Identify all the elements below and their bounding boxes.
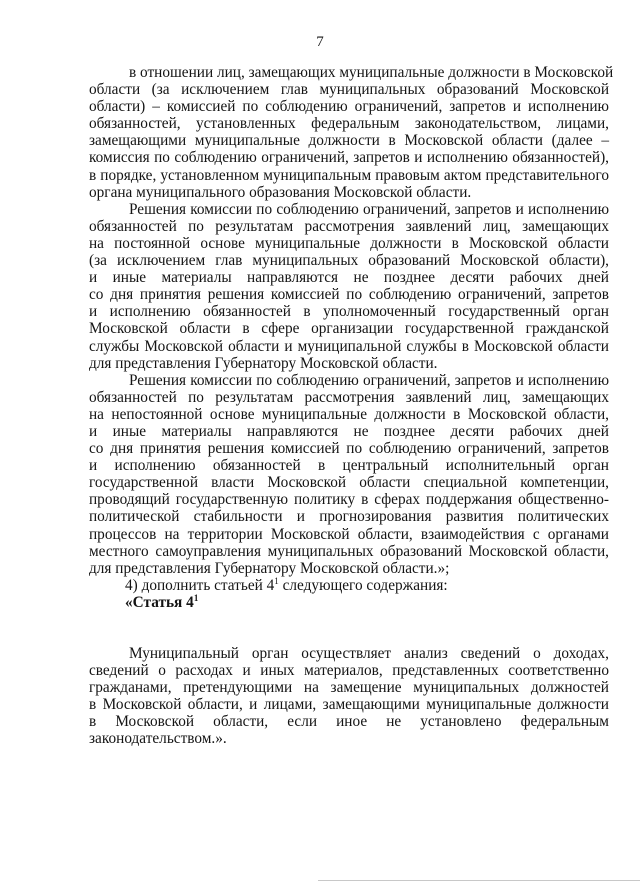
text-line: (за исключением глав муниципальных образований Московской области), — [89, 252, 609, 270]
text-line: Муниципальный орган осуществляет анализ сведений о доходах, — [129, 645, 609, 662]
text-line: в Московской области, и лицами, замещающими муниципальные должности — [89, 696, 609, 714]
text-line: для представления Губернатору Московской области. — [89, 354, 438, 372]
text-line: и исполнению обязанностей в центральный исполнительный орган — [89, 457, 609, 475]
text-line: гражданами, претендующими на замещение муниципальных должностей — [89, 679, 609, 697]
text-line: в Московской области, если иное не установлено федеральным — [89, 713, 609, 731]
text-line: местного самоуправления муниципальных образований Московской области, — [89, 542, 609, 560]
text-line: государственной власти Московской области специальной компетенции, — [89, 474, 609, 492]
paragraph-3 — [89, 372, 609, 577]
text-line: законодательством.». — [89, 730, 227, 748]
article-heading-superscript: 1 — [193, 592, 199, 603]
text-line: службы Московской области и муниципальной службы в Московской области — [89, 337, 609, 355]
text-line: Решения комиссии по соблюдению ограничений, запретов и исполнению — [129, 371, 609, 389]
paragraph-4 — [89, 645, 609, 748]
blank-line — [89, 628, 609, 645]
text-line: сведений о расходах и иных материалов, представленных соответственно — [89, 662, 609, 680]
body-text — [89, 64, 614, 748]
text-line: со дня принятия решения комиссией по соблюдению ограничений, запретов — [89, 440, 609, 458]
text-line: на постоянной основе муниципальные должности в Московской области — [89, 234, 609, 252]
blank-line — [89, 611, 609, 628]
text-line: области (за исключением глав муниципальных образований Московской — [89, 81, 609, 99]
text-line: и иные материалы направляются не позднее десяти рабочих дней — [89, 269, 609, 287]
text-line: со дня принятия решения комиссией по соблюдению ограничений, запретов — [89, 286, 609, 304]
paragraph-2 — [89, 201, 609, 372]
text-line: Московской области в сфере организации государственной гражданской — [89, 320, 609, 338]
text-line: и иные материалы направляются не позднее десяти рабочих дней — [89, 422, 609, 440]
item-4-suffix: следующего содержания: — [278, 576, 448, 594]
page-number: 7 — [316, 34, 324, 50]
article-heading — [89, 594, 609, 611]
item-4-superscript: 1 — [274, 575, 279, 586]
text-line: обязанностей по результатам рассмотрения заявлений лиц, замещающих — [89, 388, 609, 406]
paragraph-1 — [89, 64, 614, 201]
text-line: комиссия по соблюдению ограничений, запретов и исполнению обязанностей), — [89, 149, 609, 167]
article-heading-prefix: «Статья 4 — [125, 593, 194, 611]
text-line: обязанностей, установленных федеральным законодательством, лицами, — [89, 115, 609, 133]
amendment-item-4 — [89, 577, 609, 594]
text-line: обязанностей по результатам рассмотрения заявлений лиц, замещающих — [89, 217, 609, 235]
text-line: замещающими муниципальные должности в Московской области (далее – — [89, 132, 609, 150]
text-line: для представления Губернатору Московской области.»; — [89, 559, 450, 577]
text-line: области) – комиссией по соблюдению ограничений, запретов и исполнению — [89, 98, 609, 116]
text-line: на непостоянной основе муниципальные должности в Московской области, — [89, 405, 609, 423]
text-line: в отношении лиц, замещающих муниципальные должности в Московской — [129, 64, 614, 81]
text-line: Решения комиссии по соблюдению ограничений, запретов и исполнению — [129, 200, 609, 218]
text-line: органа муниципального образования Московской области. — [89, 183, 472, 201]
text-line: проводящий государственную политику в сферах поддержания общественно- — [89, 491, 609, 509]
item-4-prefix: 4) дополнить статьей 4 — [125, 576, 275, 594]
text-line: политической стабильности и прогнозирования развития политических — [89, 508, 609, 526]
scan-edge-line — [318, 880, 640, 881]
text-line: и исполнению обязанностей в уполномоченный государственный орган — [89, 303, 609, 321]
text-line: в порядке, установленном муниципальным правовым актом представительного — [89, 166, 609, 184]
text-line: процессов на территории Московской области, взаимодействия с органами — [89, 525, 609, 543]
